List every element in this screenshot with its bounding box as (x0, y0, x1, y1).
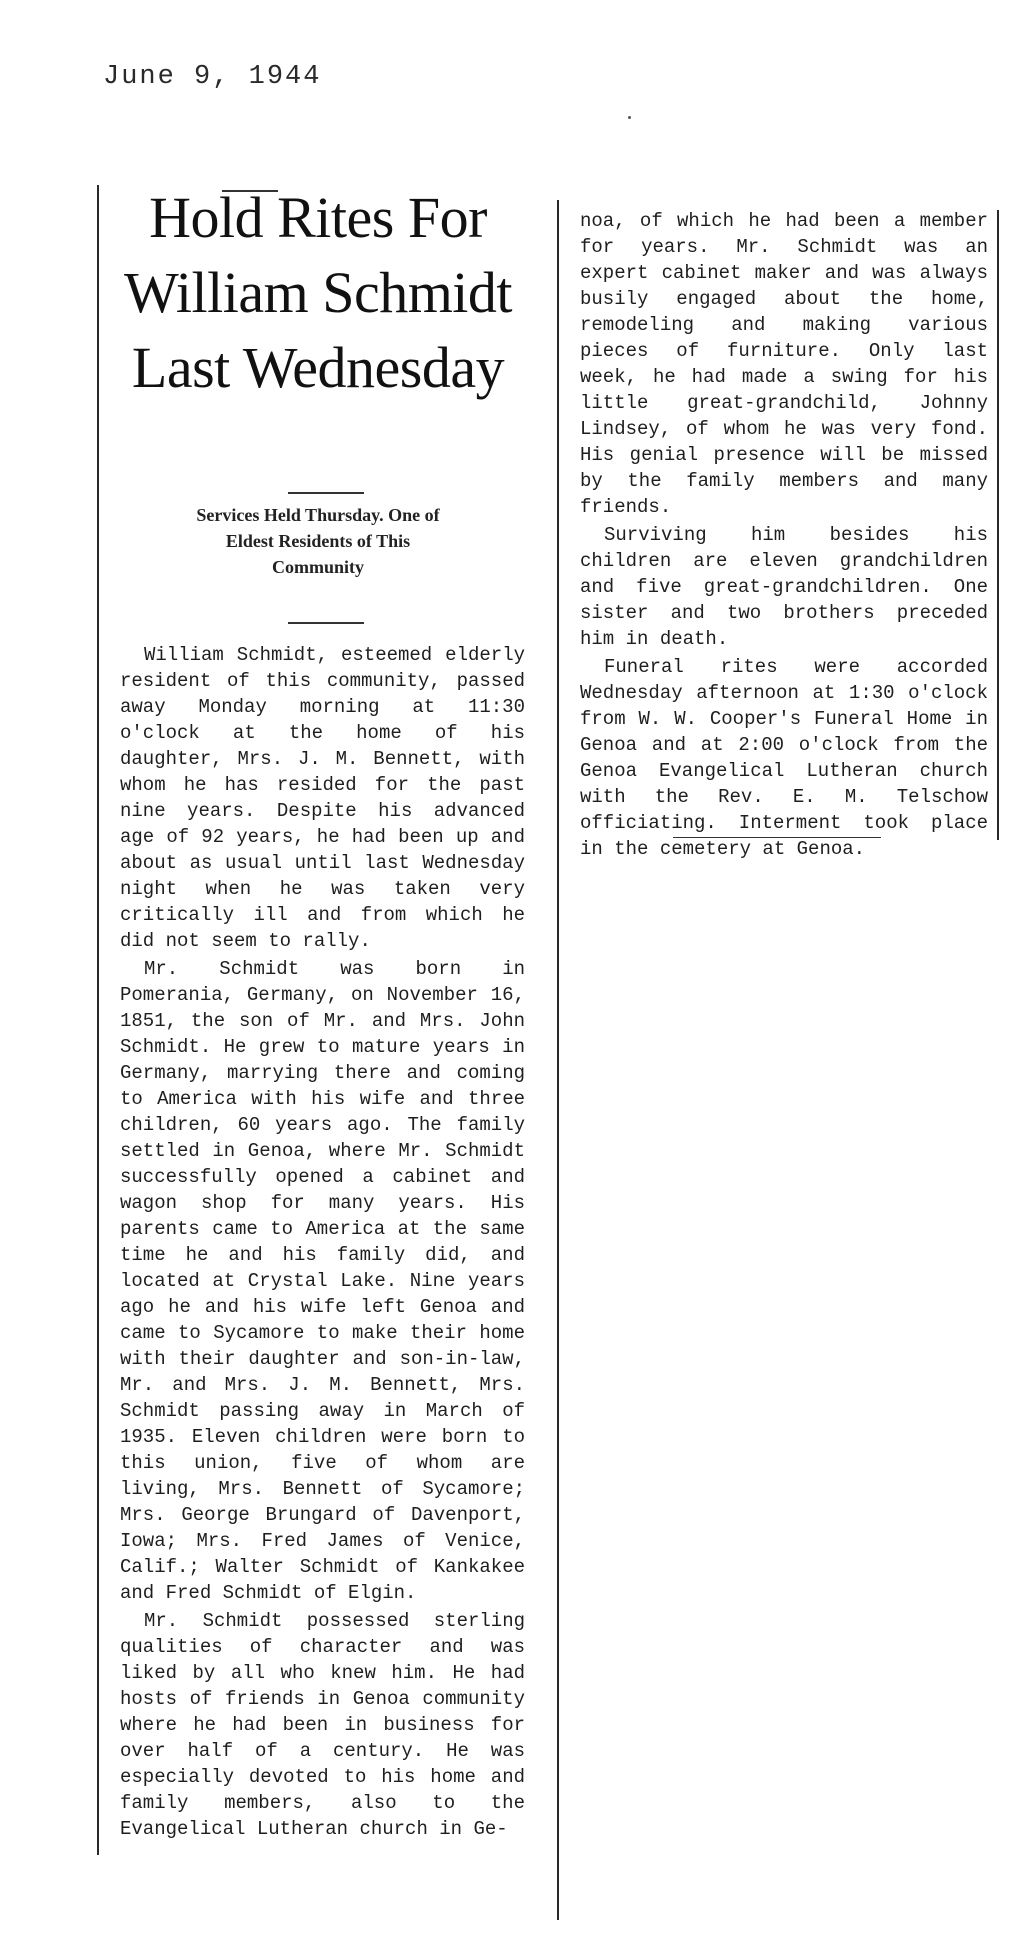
left-column-rule (97, 185, 99, 1855)
headline-line-3: Last Wednesday (131, 335, 505, 400)
paragraph-survivors: Surviving him besides his children are eleven grandchildren and five great-grandchildren. One sister and two brothers preceded him in death. (580, 524, 988, 650)
dateline: June 9, 1944 (103, 62, 322, 92)
deck-bottom-rule (288, 622, 364, 624)
article-column-2 (580, 208, 988, 864)
headline-line-1: Hold Rites For (149, 185, 487, 250)
paragraph-funeral: Funeral rites were accorded Wednesday afternoon at 1:30 o'clock from W. W. Cooper's Funeral Home in Genoa and at 2:00 o'clock from the Genoa Evangelical Lutheran church with the Rev. E. M. Telschow officiating. Interment took place in the cemetery at Genoa. (580, 656, 988, 860)
subhead-line-3: Community (271, 557, 364, 577)
paragraph-continued: noa, of which he had been a member for years. Mr. Schmidt was an expert cabinet maker and was always busily engaged about the home, remodeling and making various pieces of furniture. Only last week, he had made a swing for his little great-grandchild, Johnny Lindsey, of whom he was very fond. His genial presence will be missed by the family members and many friends. (580, 210, 988, 518)
subheadline (108, 502, 528, 580)
scan-speck (628, 116, 631, 119)
right-column-rule (997, 210, 999, 840)
paragraph-1: William Schmidt, esteemed elderly resident of this community, passed away Monday morning at 11:30 o'clock at the home of his daughter, Mrs. J. M. Bennett, with whom he has resided for the past nine years. Despite his advanced age of 92 years, he had been up and about as usual until last Wednesday night when he was taken very critically ill and from which he did not seem to rally. (120, 644, 525, 952)
subhead-line-2: Eldest Residents of This (225, 531, 411, 551)
article-column-1 (120, 642, 525, 1844)
center-column-rule (557, 200, 559, 1920)
paragraph-2: Mr. Schmidt was born in Pomerania, Germany, on November 16, 1851, the son of Mr. and Mrs. John Schmidt. He grew to mature years in Germany, marrying there and coming to America with his wife and three children, 60 years ago. The family settled in Genoa, where Mr. Schmidt successfully opened a cabinet and wagon shop for many years. His parents came to America at the same time he and his family did, and located at Crystal Lake. Nine years ago he and his wife left Genoa and came to Sycamore to make their home with their daughter and son-in-law, Mr. and Mrs. J. M. Bennett, Mrs. Schmidt passing away in March of 1935. Eleven children were born to this union, five of whom are living, Mrs. Bennett of Sycamore; Mrs. George Brungard of Davenport, Iowa; Mrs. Fred James of Venice, Calif.; Walter Schmidt of Kankakee and Fred Schmidt of Elgin. (120, 958, 525, 1604)
headline (108, 180, 528, 405)
headline-bottom-rule (288, 492, 364, 494)
subhead-line-1: Services Held Thursday. One of (196, 505, 440, 525)
headline-line-2: William Schmidt (123, 260, 513, 325)
paragraph-3: Mr. Schmidt possessed sterling qualities of character and was liked by all who knew him. He had hosts of friends in Genoa community where he had been in business for over half of a century. He was especially devoted to his home and family members, also to the Evangelical Lutheran church in Ge- (120, 1610, 525, 1840)
